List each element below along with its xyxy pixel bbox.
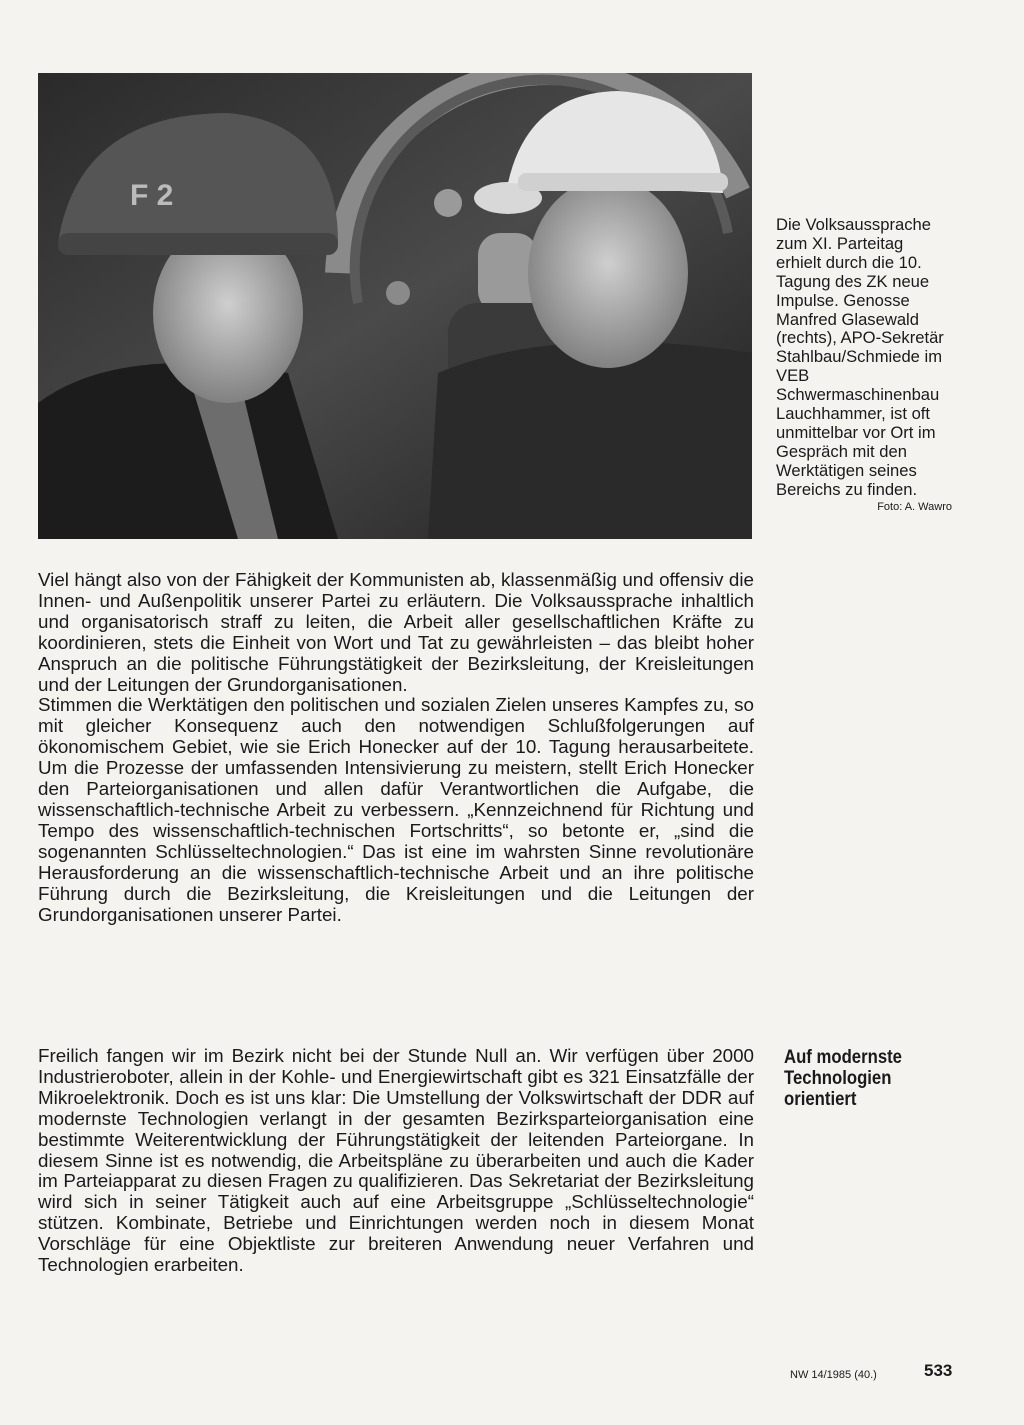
helmet-marking: F 2 bbox=[130, 179, 174, 212]
section-heading: Auf modernste Technologien orientiert bbox=[784, 1047, 902, 1110]
caption-text: Die Volksaussprache zum XI. Parteitag erhielt durch die 10. Tagung des ZK neue Impulse. Genosse Manfred Glasewald (rechts), APO-Sekretär Stahlbau/Schmiede im VEB Schwermaschinenbau Lauchhammer, ist oft unmittelbar vor Ort im Gespräch mit den Werktätigen seines Bereichs zu finden. bbox=[776, 215, 944, 499]
photo-caption bbox=[776, 216, 952, 514]
article-paragraph: Freilich fangen wir im Bezirk nicht bei der Stunde Null an. Wir verfügen über 2000 Industrieroboter, allein in der Kohle- und Energiewirtschaft gibt es 321 Einsatzfälle der Mikroelektronik. Doch es ist uns klar: Die Umstellung der Volkswirtschaft der DDR auf modernste Technologien verlangt in der gesamten Bezirksparteiorganisation eine bestimmte Weiterentwicklung der Führungstätigkeit der leitenden Parteiorgane. In diesem Sinne ist es notwendig, die Arbeitspläne zu überarbeiten und auch die Kader im Parteiapparat zu diesen Fragen zu qualifizieren. Das Sekretariat der Bezirksleitung wird sich in seiner Tätigkeit auch auf eine Arbeitsgruppe „Schlüsseltechnologie“ stützen. Kombinate, Betriebe und Einrichtungen werden noch in diesem Monat Vorschläge für eine Objektliste zur breiteren Anwendung neuer Verfahren und Technologien erarbeiten. bbox=[38, 1045, 754, 1276]
article-block-1 bbox=[38, 570, 754, 925]
photo-credit: Foto: A. Wawro bbox=[877, 500, 952, 513]
photo-workers-conversation bbox=[38, 73, 752, 539]
article-paragraph: Viel hängt also von der Fähigkeit der Kommunisten ab, klassenmäßig und offensiv die Innen- und Außenpolitik unserer Partei zu erläutern. Die Volksaussprache inhaltlich und organisatorisch straff zu leiten, die Arbeit aller gesellschaftlichen Kräfte zu koordinieren, stets die Einheit von Wort und Tat zu gewährleisten – das bleibt hoher Anspruch an die politische Führungstätigkeit der Bezirksleitung, der Kreisleitungen und der Leitungen der Grundorganisationen. bbox=[38, 569, 754, 695]
page-number: 533 bbox=[924, 1361, 953, 1380]
issue-reference: NW 14/1985 (40.) bbox=[790, 1369, 877, 1381]
article-paragraph: Stimmen die Werktätigen den politischen und sozialen Zielen unseres Kampfes zu, so mit gleicher Konsequenz auch den notwendigen Schlußfolgerungen auf ökonomischem Gebiet, wie sie Erich Honecker auf der 10. Tagung herausarbeitete. Um die Prozesse der umfassenden Intensivierung zu meistern, stellt Erich Honecker den Parteiorganisationen und allen dafür Verantwortlichen die Aufgabe, die wissenschaftlich-technische Arbeit zu verbessern. „Kennzeichnend für Richtung und Tempo des wissenschaftlich-technischen Fortschritts“, so betonte er, „sind die sogenannten Schlüsseltechnologien.“ Das ist eine im wahrsten Sinne revolutionäre Herausforderung an die wissenschaftlich-technische Arbeit und an ihre politische Führung durch die Bezirksleitung, die Kreisleitungen und die Leitungen der Grundorganisationen unserer Partei. bbox=[38, 694, 754, 925]
article-block-2 bbox=[38, 1046, 754, 1276]
photo-illustration bbox=[38, 73, 752, 539]
